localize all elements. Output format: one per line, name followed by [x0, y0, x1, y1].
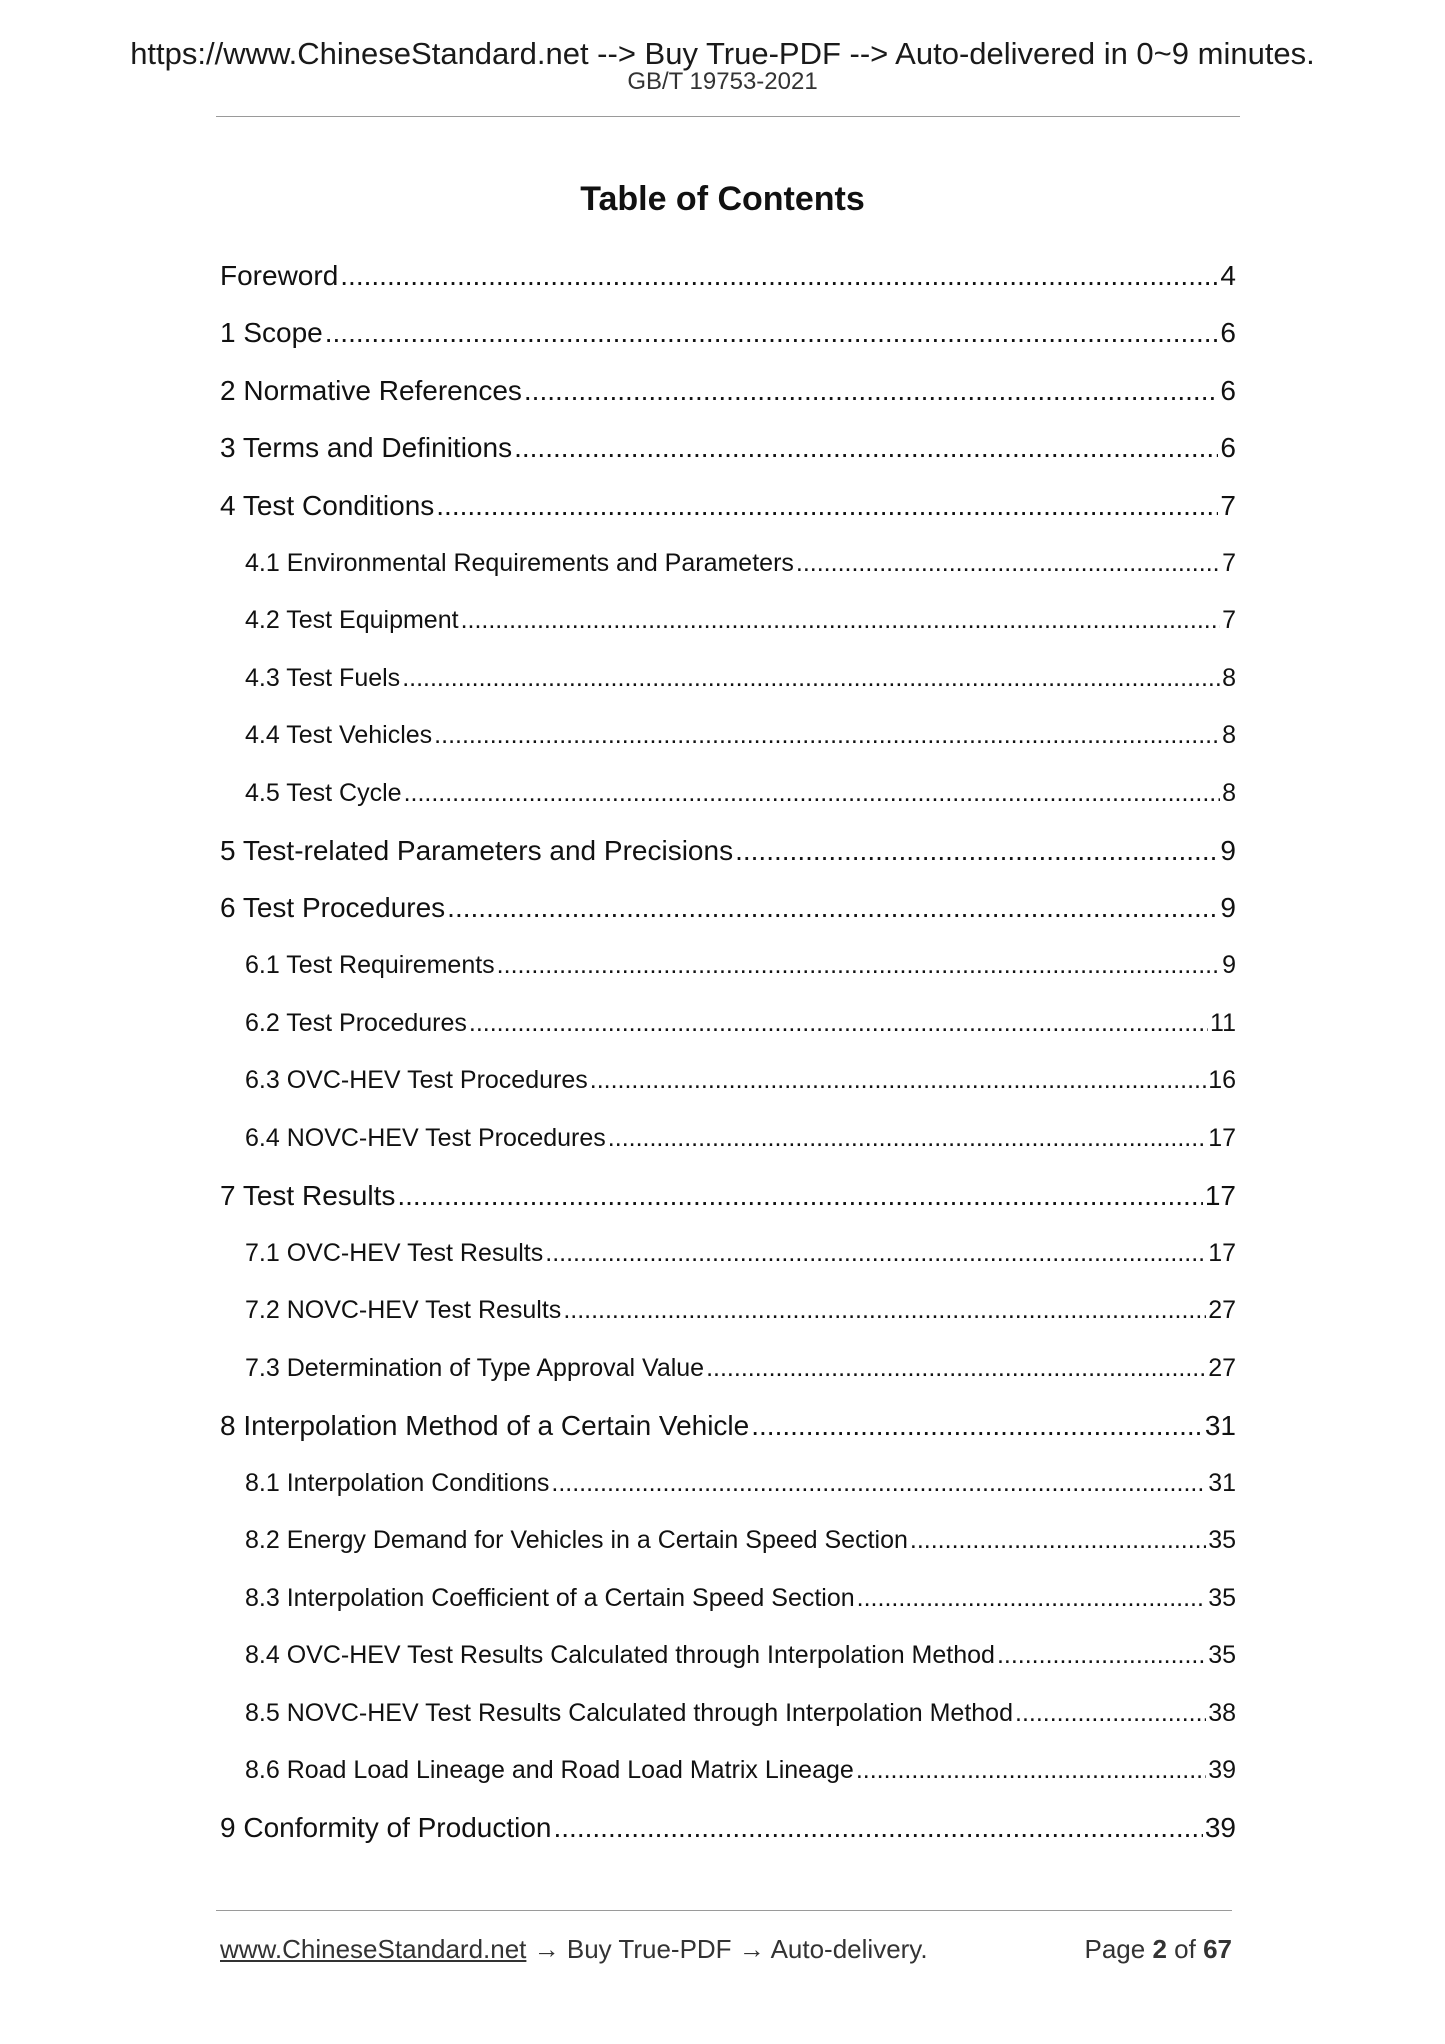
toc-entry-page: 35 — [1208, 1526, 1236, 1555]
page-total: 67 — [1203, 1934, 1232, 1964]
toc-entry-title: 6.1 Test Requirements — [245, 951, 495, 980]
toc-dot-leader — [545, 1239, 1206, 1268]
page-of: of — [1174, 1934, 1196, 1964]
toc-entry[interactable] — [220, 1167, 1236, 1225]
toc-entry-page: 9 — [1220, 834, 1236, 866]
toc-entry-title: 7 Test Results — [220, 1179, 396, 1211]
toc-dot-leader — [563, 1296, 1206, 1325]
footer-site-link[interactable]: www.ChineseStandard.net — [220, 1934, 527, 1964]
toc-entry-title: 8.2 Energy Demand for Vehicles in a Certain Speed Section — [245, 1526, 908, 1555]
toc-entry-title: 4.5 Test Cycle — [245, 778, 402, 807]
page-indicator — [1084, 1934, 1232, 1965]
toc-dot-leader — [856, 1756, 1206, 1785]
toc-entry-page: 9 — [1222, 951, 1236, 980]
toc-entry-page: 11 — [1210, 1008, 1236, 1037]
toc-dot-leader — [857, 1584, 1207, 1613]
toc-entry[interactable] — [220, 822, 1236, 880]
toc-entry[interactable] — [220, 1282, 1236, 1340]
toc-entry-page: 8 — [1222, 778, 1236, 807]
toc-entry-title: 8 Interpolation Method of a Certain Vehicle — [220, 1409, 750, 1441]
toc-entry-title: 2 Normative References — [220, 374, 522, 406]
toc-entry-title: 8.6 Road Load Lineage and Road Load Matrix Lineage — [245, 1756, 854, 1785]
toc-entry[interactable] — [220, 305, 1236, 363]
toc-dot-leader — [706, 1354, 1206, 1383]
toc-entry-title: 4 Test Conditions — [220, 489, 435, 521]
toc-entry[interactable] — [220, 650, 1236, 708]
toc-entry-page: 39 — [1208, 1756, 1236, 1785]
toc-entry[interactable] — [220, 1685, 1236, 1743]
toc-dot-leader — [735, 835, 1218, 867]
toc-entry-page: 38 — [1208, 1698, 1236, 1727]
toc-entry-page: 17 — [1208, 1238, 1236, 1267]
toc-entry-title: 5 Test-related Parameters and Precisions — [220, 834, 734, 866]
toc-entry-page: 39 — [1204, 1812, 1236, 1844]
toc-entry-page: 8 — [1222, 663, 1236, 692]
toc-dot-leader — [461, 606, 1221, 635]
toc-entry-page: 27 — [1208, 1353, 1236, 1382]
toc-dot-leader — [340, 260, 1218, 292]
toc-entry-page: 17 — [1204, 1179, 1236, 1211]
toc-entry-title: 7.3 Determination of Type Approval Value — [245, 1353, 705, 1382]
toc-entry[interactable] — [220, 1742, 1236, 1800]
toc-dot-leader — [325, 317, 1219, 349]
toc-entry-page: 6 — [1220, 374, 1236, 406]
toc-dot-leader — [910, 1526, 1206, 1555]
toc-entry-title: 4.1 Environmental Requirements and Parameters — [245, 548, 794, 577]
toc-entry-page: 7 — [1222, 606, 1236, 635]
toc-entry-title: 9 Conformity of Production — [220, 1812, 552, 1844]
toc-dot-leader — [524, 375, 1219, 407]
toc-entry[interactable] — [220, 1800, 1236, 1858]
page-current: 2 — [1152, 1934, 1167, 1964]
toc-entry[interactable] — [220, 995, 1236, 1053]
toc-dot-leader — [447, 892, 1218, 924]
toc-entry[interactable] — [220, 707, 1236, 765]
toc-entry-page: 16 — [1208, 1066, 1236, 1095]
toc-dot-leader — [751, 1410, 1203, 1442]
toc-entry-title: 1 Scope — [220, 317, 323, 349]
toc-entry-title: 7.1 OVC-HEV Test Results — [245, 1238, 544, 1267]
toc-entry[interactable] — [220, 535, 1236, 593]
header-banner-link[interactable]: https://www.ChineseStandard.net --> Buy True-PDF --> Auto-delivered in 0~9 minutes. — [130, 36, 1315, 71]
toc-entry-page: 31 — [1204, 1409, 1236, 1441]
toc-entry-title: 4.3 Test Fuels — [245, 663, 401, 692]
toc-entry-page: 4 — [1220, 259, 1236, 291]
toc-dot-leader — [1015, 1699, 1206, 1728]
toc-dot-leader — [514, 432, 1218, 464]
toc-entry-page: 6 — [1220, 317, 1236, 349]
toc-entry[interactable] — [220, 765, 1236, 823]
toc-entry-page: 27 — [1208, 1296, 1236, 1325]
toc-entry-title: 6.3 OVC-HEV Test Procedures — [245, 1066, 588, 1095]
toc-entry-page: 7 — [1222, 548, 1236, 577]
toc-entry-title: 8.5 NOVC-HEV Test Results Calculated through Interpolation Method — [245, 1698, 1013, 1727]
toc-dot-leader — [434, 721, 1220, 750]
toc-dot-leader — [554, 1812, 1203, 1844]
toc-entry-title: 7.2 NOVC-HEV Test Results — [245, 1296, 562, 1325]
toc-entry-page: 9 — [1220, 892, 1236, 924]
footer-tagline: → Buy True-PDF → Auto-delivery. — [526, 1934, 928, 1964]
toc-entry-title: 8.3 Interpolation Coefficient of a Certain Speed Section — [245, 1583, 855, 1612]
toc-entry-page: 35 — [1208, 1583, 1236, 1612]
toc-entry[interactable] — [220, 247, 1236, 305]
toc-list — [220, 247, 1236, 1857]
toc-entry[interactable] — [220, 1627, 1236, 1685]
toc-entry-page: 8 — [1222, 721, 1236, 750]
toc-entry-title: 6 Test Procedures — [220, 892, 446, 924]
toc-entry-page: 6 — [1220, 432, 1236, 464]
toc-dot-leader — [590, 1066, 1206, 1095]
toc-entry[interactable] — [220, 937, 1236, 995]
document-id: GB/T 19753-2021 — [627, 68, 818, 95]
toc-dot-leader — [436, 490, 1218, 522]
toc-entry-title: 6.4 NOVC-HEV Test Procedures — [245, 1123, 606, 1152]
toc-entry[interactable] — [220, 362, 1236, 420]
toc-entry[interactable] — [220, 1570, 1236, 1628]
toc-entry-title: 8.4 OVC-HEV Test Results Calculated through Interpolation Method — [245, 1641, 995, 1670]
toc-entry[interactable] — [220, 1340, 1236, 1398]
toc-dot-leader — [551, 1469, 1206, 1498]
toc-entry[interactable] — [220, 1110, 1236, 1168]
toc-dot-leader — [469, 1009, 1208, 1038]
toc-entry-page: 7 — [1220, 489, 1236, 521]
toc-dot-leader — [608, 1124, 1206, 1153]
toc-entry[interactable] — [220, 1052, 1236, 1110]
page-label: Page — [1084, 1934, 1146, 1964]
toc-entry[interactable] — [220, 1397, 1236, 1455]
toc-entry[interactable] — [220, 477, 1236, 535]
toc-entry[interactable] — [220, 1225, 1236, 1283]
toc-entry[interactable] — [220, 1455, 1236, 1513]
toc-dot-leader — [397, 1180, 1203, 1212]
toc-entry[interactable] — [220, 880, 1236, 938]
toc-entry-title: 4.2 Test Equipment — [245, 606, 459, 635]
toc-dot-leader — [997, 1641, 1206, 1670]
toc-title: Table of Contents — [580, 180, 865, 218]
toc-entry-page: 35 — [1208, 1641, 1236, 1670]
toc-entry[interactable] — [220, 1512, 1236, 1570]
toc-entry-title: Foreword — [220, 259, 339, 291]
footer — [220, 1934, 1232, 1965]
toc-entry-title: 6.2 Test Procedures — [245, 1008, 467, 1037]
toc-entry-page: 17 — [1208, 1123, 1236, 1152]
toc-entry-title: 8.1 Interpolation Conditions — [245, 1468, 550, 1497]
toc-entry-title: 4.4 Test Vehicles — [245, 721, 433, 750]
toc-dot-leader — [796, 549, 1220, 578]
header-divider — [216, 116, 1240, 117]
toc-entry-page: 31 — [1208, 1468, 1236, 1497]
toc-entry[interactable] — [220, 592, 1236, 650]
toc-dot-leader — [404, 779, 1221, 808]
toc-dot-leader — [402, 664, 1220, 693]
toc-dot-leader — [497, 951, 1220, 980]
toc-entry-title: 3 Terms and Definitions — [220, 432, 513, 464]
footer-divider — [216, 1910, 1232, 1911]
toc-entry[interactable] — [220, 420, 1236, 478]
